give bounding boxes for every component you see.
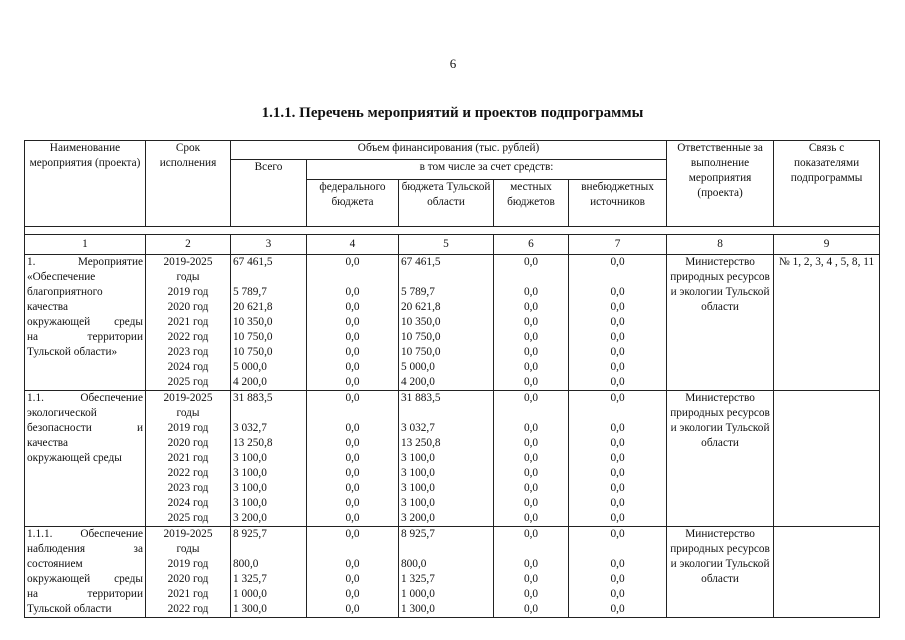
term-year: 2019 год: [167, 558, 209, 570]
amount-total: 3 100,0: [233, 452, 267, 464]
amount-total: 3 100,0: [233, 497, 267, 509]
amount-federal: 0,0: [345, 361, 360, 373]
amount-local: 0,0: [523, 331, 539, 343]
activity-name: [25, 527, 146, 618]
amount-extra: 0,0: [610, 588, 625, 600]
amount-federal: [309, 270, 396, 285]
header-local: местных бюджетов: [494, 180, 569, 227]
amount-federal: 0,0: [345, 286, 360, 298]
amount-federal: 0,0: [345, 422, 360, 434]
amount-federal: 0,0: [345, 392, 360, 404]
amount-federal: 0,0: [345, 512, 360, 524]
indicator-link: [774, 391, 880, 527]
amount-local: 0,0: [523, 361, 539, 373]
term-year: 2024 год: [167, 497, 209, 509]
amount-total: 20 621,8: [233, 301, 273, 313]
amount-regional: 5 789,7: [401, 286, 435, 298]
amount-regional: 67 461,5: [401, 256, 441, 268]
term-year: 2021 год: [167, 588, 209, 600]
amount-extra: 0,0: [610, 316, 625, 328]
amount-regional: 10 750,0: [401, 331, 441, 343]
activity-name-line: на территории: [27, 331, 143, 343]
amount-federal: [309, 542, 396, 557]
amount-federal: 0,0: [345, 437, 360, 449]
amount-local: 0,0: [523, 603, 539, 615]
header-federal: федерального бюджета: [307, 180, 399, 227]
amount-extra: 0,0: [610, 603, 625, 615]
amount-federal: 0,0: [345, 256, 360, 268]
amount-regional: 5 000,0: [401, 361, 435, 373]
column-number: 5: [399, 235, 494, 255]
amount-regional: 3 100,0: [401, 497, 435, 509]
activity-name-line: 1.1. Обеспечение: [27, 392, 143, 404]
indicator-link: [774, 527, 880, 618]
amount-federal-cell: [307, 527, 399, 618]
amount-regional: [401, 542, 491, 557]
amount-extra: [571, 542, 664, 557]
amount-regional: 800,0: [401, 558, 427, 570]
amount-regional: 4 200,0: [401, 376, 435, 388]
amount-regional: 1 300,0: [401, 603, 435, 615]
term-year: 2022 год: [167, 467, 209, 479]
column-number: 9: [774, 235, 880, 255]
term-year-cell: [146, 391, 231, 527]
amount-regional: 3 032,7: [401, 422, 435, 434]
header-total: Всего: [231, 160, 307, 227]
amount-local: 0,0: [523, 588, 539, 600]
table-row-measure-1: [25, 255, 880, 391]
term-year: годы: [176, 543, 200, 555]
amount-local: 0,0: [523, 482, 539, 494]
amount-extra: 0,0: [610, 392, 625, 404]
term-year: 2025 год: [167, 376, 209, 388]
amount-regional: 3 100,0: [401, 482, 435, 494]
amount-federal: 0,0: [345, 482, 360, 494]
header-link: Связь с показателями подпрограммы: [774, 141, 880, 227]
amount-extra: 0,0: [610, 467, 625, 479]
term-year: 2020 год: [167, 437, 209, 449]
activity-name-line: качества: [27, 437, 69, 449]
amount-total: 13 250,8: [233, 437, 273, 449]
term-year: 2024 год: [167, 361, 209, 373]
header-responsible: Ответственные за выполнение мероприятия (проекта): [667, 141, 774, 227]
amount-extra-cell: [569, 391, 667, 527]
amount-extra: 0,0: [610, 437, 625, 449]
term-year: 2020 год: [167, 573, 209, 585]
amount-total: [233, 406, 304, 421]
term-year: 2020 год: [167, 301, 209, 313]
header-gap: [25, 227, 880, 235]
amount-federal-cell: [307, 391, 399, 527]
activity-name-line: Тульской области: [27, 603, 112, 615]
amount-total: 31 883,5: [233, 392, 273, 404]
activity-name: [25, 391, 146, 527]
amount-federal: 0,0: [345, 301, 360, 313]
responsible-organization: Министерство природных ресурсов и экологии Тульской области: [667, 527, 774, 618]
amount-federal: 0,0: [345, 346, 360, 358]
amount-local: [496, 406, 566, 421]
amount-federal: 0,0: [345, 558, 360, 570]
amount-regional: 10 350,0: [401, 316, 441, 328]
term-year: 2019 год: [167, 286, 209, 298]
amount-extra: 0,0: [610, 497, 625, 509]
amount-regional: [401, 406, 491, 421]
responsible-organization: Министерство природных ресурсов и экологии Тульской области: [667, 391, 774, 527]
amount-local: 0,0: [523, 316, 539, 328]
amount-regional: 1 000,0: [401, 588, 435, 600]
activity-name: [25, 255, 146, 391]
amount-extra-cell: [569, 255, 667, 391]
amount-local: 0,0: [523, 467, 539, 479]
table-row-measure-1-1: [25, 391, 880, 527]
term-year: 2019-2025: [163, 392, 213, 404]
amount-regional-cell: [399, 391, 494, 527]
column-number: 6: [494, 235, 569, 255]
amount-total: 3 100,0: [233, 467, 267, 479]
amount-total: 10 750,0: [233, 331, 273, 343]
amount-regional: 13 250,8: [401, 437, 441, 449]
amount-extra: 0,0: [610, 528, 625, 540]
amount-total: 67 461,5: [233, 256, 273, 268]
amount-total: 3 032,7: [233, 422, 267, 434]
amount-extra: 0,0: [610, 573, 625, 585]
amount-total: 5 000,0: [233, 361, 267, 373]
header-term: Срок исполнения: [146, 141, 231, 227]
amount-total: 3 200,0: [233, 512, 267, 524]
amount-extra: 0,0: [610, 558, 625, 570]
term-year: 2023 год: [167, 482, 209, 494]
indicator-link: № 1, 2, 3, 4 , 5, 8, 11: [774, 255, 880, 391]
activity-name-line: 1.1.1. Обеспечение: [27, 528, 143, 540]
amount-total: 10 350,0: [233, 316, 273, 328]
amount-regional: 3 200,0: [401, 512, 435, 524]
activity-name-line: качества: [27, 301, 69, 313]
amount-federal: 0,0: [345, 603, 360, 615]
term-year: 2022 год: [167, 603, 209, 615]
amount-federal-cell: [307, 255, 399, 391]
header-including: в том числе за счет средств:: [307, 160, 667, 180]
amount-extra: 0,0: [610, 361, 625, 373]
amount-extra: [571, 406, 664, 421]
term-year: 2019-2025: [163, 256, 213, 268]
column-number: 7: [569, 235, 667, 255]
amount-regional: 31 883,5: [401, 392, 441, 404]
responsible-organization: Министерство природных ресурсов и экологии Тульской области: [667, 255, 774, 391]
amount-federal: 0,0: [345, 331, 360, 343]
amount-local: 0,0: [523, 376, 539, 388]
amount-extra: 0,0: [610, 256, 625, 268]
amount-regional: [401, 270, 491, 285]
amount-local: 0,0: [523, 528, 539, 540]
amount-federal: 0,0: [345, 588, 360, 600]
activity-name-line: наблюдения за: [27, 543, 143, 555]
activity-name-line: состоянием: [27, 558, 83, 570]
amount-local: [496, 270, 566, 285]
activity-name-line: на территории: [27, 588, 143, 600]
amount-federal: 0,0: [345, 497, 360, 509]
activity-name-line: экологической: [27, 407, 97, 419]
amount-total-cell: [231, 255, 307, 391]
amount-local: 0,0: [523, 558, 539, 570]
page-number: 6: [449, 56, 457, 71]
amount-federal: 0,0: [345, 467, 360, 479]
term-year: 2025 год: [167, 512, 209, 524]
table-row-measure-1-1-1: [25, 527, 880, 618]
amount-extra: 0,0: [610, 422, 625, 434]
amount-regional: 20 621,8: [401, 301, 441, 313]
amount-local: 0,0: [523, 422, 539, 434]
amount-federal: 0,0: [345, 376, 360, 388]
amount-total: [233, 270, 304, 285]
column-number: 1: [25, 235, 146, 255]
page-title: 1.1.1. Перечень мероприятий и проектов подпрограммы: [261, 105, 644, 121]
amount-total: 5 789,7: [233, 286, 267, 298]
amount-total-cell: [231, 391, 307, 527]
amount-extra: 0,0: [610, 452, 625, 464]
amount-local: 0,0: [523, 392, 539, 404]
amount-local-cell: [494, 255, 569, 391]
amount-extra-cell: [569, 527, 667, 618]
amount-local-cell: [494, 391, 569, 527]
amount-regional: 1 325,7: [401, 573, 435, 585]
header-extra: внебюджетных источников: [569, 180, 667, 227]
column-number: 4: [307, 235, 399, 255]
term-year: 2021 год: [167, 452, 209, 464]
amount-regional-cell: [399, 255, 494, 391]
term-year: 2023 год: [167, 346, 209, 358]
amount-local: 0,0: [523, 286, 539, 298]
amount-local: [496, 542, 566, 557]
amount-regional-cell: [399, 527, 494, 618]
activity-name-line: окружающей среды: [27, 452, 122, 464]
amount-total: [233, 542, 304, 557]
amount-regional: 3 100,0: [401, 452, 435, 464]
amount-total: 1 300,0: [233, 603, 267, 615]
amount-local: 0,0: [523, 512, 539, 524]
amount-total: 1 325,7: [233, 573, 267, 585]
amount-extra: 0,0: [610, 301, 625, 313]
activity-name-line: безопасности и: [27, 422, 143, 434]
amount-federal: 0,0: [345, 452, 360, 464]
amount-total: 10 750,0: [233, 346, 273, 358]
activity-name-line: «Обеспечение: [27, 271, 96, 283]
term-year: 2019-2025: [163, 528, 213, 540]
amount-local: 0,0: [523, 346, 539, 358]
amount-federal: 0,0: [345, 528, 360, 540]
amount-extra: [571, 270, 664, 285]
amount-extra: 0,0: [610, 512, 625, 524]
amount-extra: 0,0: [610, 286, 625, 298]
amount-total: 1 000,0: [233, 588, 267, 600]
activity-name-line: Тульской области»: [27, 346, 118, 358]
amount-federal: 0,0: [345, 316, 360, 328]
amount-regional: 3 100,0: [401, 467, 435, 479]
amount-local-cell: [494, 527, 569, 618]
amount-extra: 0,0: [610, 331, 625, 343]
column-number: 3: [231, 235, 307, 255]
amount-extra: 0,0: [610, 482, 625, 494]
term-year: 2021 год: [167, 316, 209, 328]
activity-name-line: 1. Мероприятие: [27, 256, 143, 268]
term-year: годы: [176, 407, 200, 419]
amount-extra: 0,0: [610, 346, 625, 358]
activity-name-line: благоприятного: [27, 286, 103, 298]
activity-name-line: окружающей среды: [27, 316, 143, 328]
amount-local: 0,0: [523, 301, 539, 313]
amount-regional: 10 750,0: [401, 346, 441, 358]
amount-total-cell: [231, 527, 307, 618]
term-year: 2019 год: [167, 422, 209, 434]
column-number: 8: [667, 235, 774, 255]
amount-federal: 0,0: [345, 573, 360, 585]
column-numbers-row: [25, 235, 880, 255]
amount-local: 0,0: [523, 573, 539, 585]
term-year-cell: [146, 255, 231, 391]
amount-total: 8 925,7: [233, 528, 267, 540]
amount-local: 0,0: [523, 452, 539, 464]
term-year: 2022 год: [167, 331, 209, 343]
amount-local: 0,0: [523, 497, 539, 509]
term-year: годы: [176, 271, 200, 283]
header-name: Наименование мероприятия (проекта): [25, 141, 146, 227]
amount-extra: 0,0: [610, 376, 625, 388]
amount-total: 800,0: [233, 558, 259, 570]
amount-total: 4 200,0: [233, 376, 267, 388]
header-volume: Объем финансирования (тыс. рублей): [231, 141, 667, 160]
header-regional: бюджета Тульской области: [399, 180, 494, 227]
column-number: 2: [146, 235, 231, 255]
amount-total: 3 100,0: [233, 482, 267, 494]
activities-table: [24, 140, 880, 618]
amount-regional: 8 925,7: [401, 528, 435, 540]
amount-federal: [309, 406, 396, 421]
amount-local: 0,0: [523, 256, 539, 268]
activity-name-line: окружающей среды: [27, 573, 143, 585]
amount-local: 0,0: [523, 437, 539, 449]
term-year-cell: [146, 527, 231, 618]
